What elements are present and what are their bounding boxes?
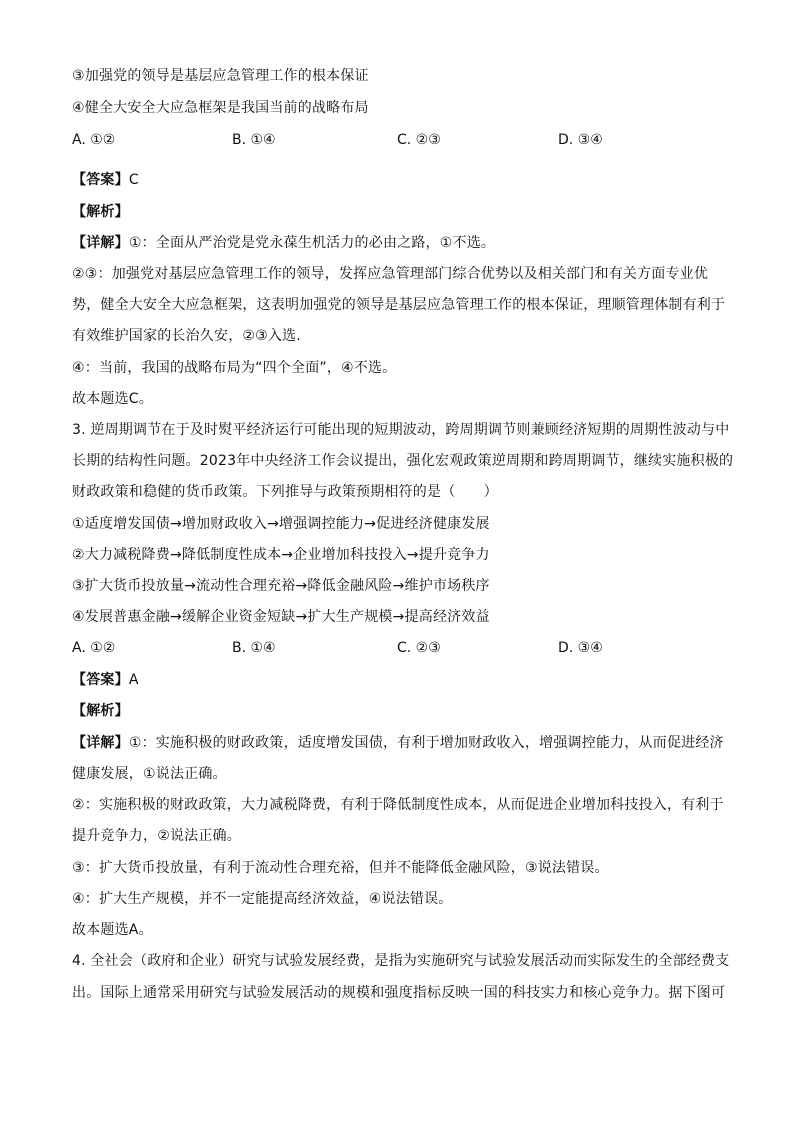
q2-option-a: A. ①②	[72, 132, 116, 148]
q2-analysis-label: 【解析】	[72, 204, 129, 220]
q2-statement-4: ④健全大安全大应急框架是我国当前的战略布局	[72, 100, 369, 116]
q3-chain-3: ③扩大货币投放量→流动性合理充裕→降低金融风险→维护市场秩序	[72, 578, 490, 594]
q3-chain-4: ④发展普惠金融→缓解企业资金短缺→扩大生产规模→提高经济效益	[72, 609, 490, 625]
q2-detail-line-1	[72, 233, 495, 253]
q3-stem-line-2: 长期的结构性问题。2023年中央经济工作会议提出，强化宏观政策逆周期和跨周期调节，继续实施积极的	[72, 453, 734, 469]
q2-detail-line-5: ④：当前，我国的战略布局为“四个全面”，④不选。	[72, 360, 397, 376]
q2-option-d: D. ③④	[558, 132, 603, 148]
q3-stem-line-1: 3. 逆周期调节在于及时熨平经济运行可能出现的短期波动，跨周期调节则兼顾经济短期的周期性波动与中	[72, 422, 730, 438]
answer-value: C	[128, 172, 139, 188]
answer-label: 【答案】	[72, 172, 129, 188]
q3-detail-line-6: ④：扩大生产规模，并不一定能提高经济效益，④说法错误。	[72, 891, 453, 907]
detail-label: 【详解】	[72, 735, 129, 751]
q3-chain-1: ①适度增发国债→增加财政收入→增强调控能力→促进经济健康发展	[72, 516, 490, 532]
q3-detail-line-1	[72, 733, 724, 753]
q3-detail-line-3: ②：实施积极的财政政策，大力减税降费，有利于降低制度性成本，从而促进企业增加科技投入，有利于	[72, 797, 724, 813]
detail-text: ①：实施积极的财政政策，适度增发国债，有利于增加财政收入，增强调控能力，从而促进经济	[128, 735, 724, 751]
q3-option-d: D. ③④	[558, 640, 603, 656]
q3-stem-line-3: 财政政策和稳健的货币政策。下列推导与政策预期相符的是（ ）	[72, 484, 498, 500]
q3-conclusion: 故本题选A。	[72, 922, 153, 938]
detail-label: 【详解】	[72, 235, 129, 251]
q2-detail-line-3: 势，健全大安全大应急框架，这表明加强党的领导是基层应急管理工作的根本保证，理顺管理体制有利于	[72, 297, 726, 313]
answer-value: A	[128, 672, 139, 688]
detail-text: ①：全面从严治党是党永葆生机活力的必由之路，①不选。	[128, 235, 496, 251]
q2-answer	[72, 170, 139, 190]
q2-option-b: B. ①④	[232, 132, 276, 148]
q4-stem-line-2: 出。国际上通常采用研究与试验发展活动的规模和强度指标反映一国的科技实力和核心竞争力。据下图可	[72, 985, 726, 1001]
q3-chain-2: ②大力减税降费→降低制度性成本→企业增加科技投入→提升竞争力	[72, 547, 490, 563]
q2-detail-line-4: 有效维护国家的长治久安，②③入选.	[72, 328, 301, 344]
q2-conclusion: 故本题选C。	[72, 391, 153, 407]
q3-option-c: C. ②③	[397, 640, 441, 656]
q4-stem-line-1: 4. 全社会（政府和企业）研究与试验发展经费，是指为实施研究与试验发展活动而实际发生的全部经费支	[72, 953, 730, 969]
q3-detail-line-4: 提升竞争力，②说法正确。	[72, 828, 241, 844]
q3-analysis-label: 【解析】	[72, 703, 129, 719]
q2-option-c: C. ②③	[397, 132, 441, 148]
q3-detail-line-2: 健康发展，①说法正确。	[72, 766, 227, 782]
answer-label: 【答案】	[72, 672, 129, 688]
q2-statement-3: ③加强党的领导是基层应急管理工作的根本保证	[72, 68, 369, 84]
q3-answer	[72, 670, 139, 690]
q3-option-b: B. ①④	[232, 640, 276, 656]
q2-detail-line-2: ②③：加强党对基层应急管理工作的领导，发挥应急管理部门综合优势以及相关部门和有关方面专业优	[72, 266, 709, 282]
q3-option-a: A. ①②	[72, 640, 116, 656]
q3-detail-line-5: ③：扩大货币投放量，有利于流动性合理充裕，但并不能降低金融风险，③说法错误。	[72, 860, 609, 876]
